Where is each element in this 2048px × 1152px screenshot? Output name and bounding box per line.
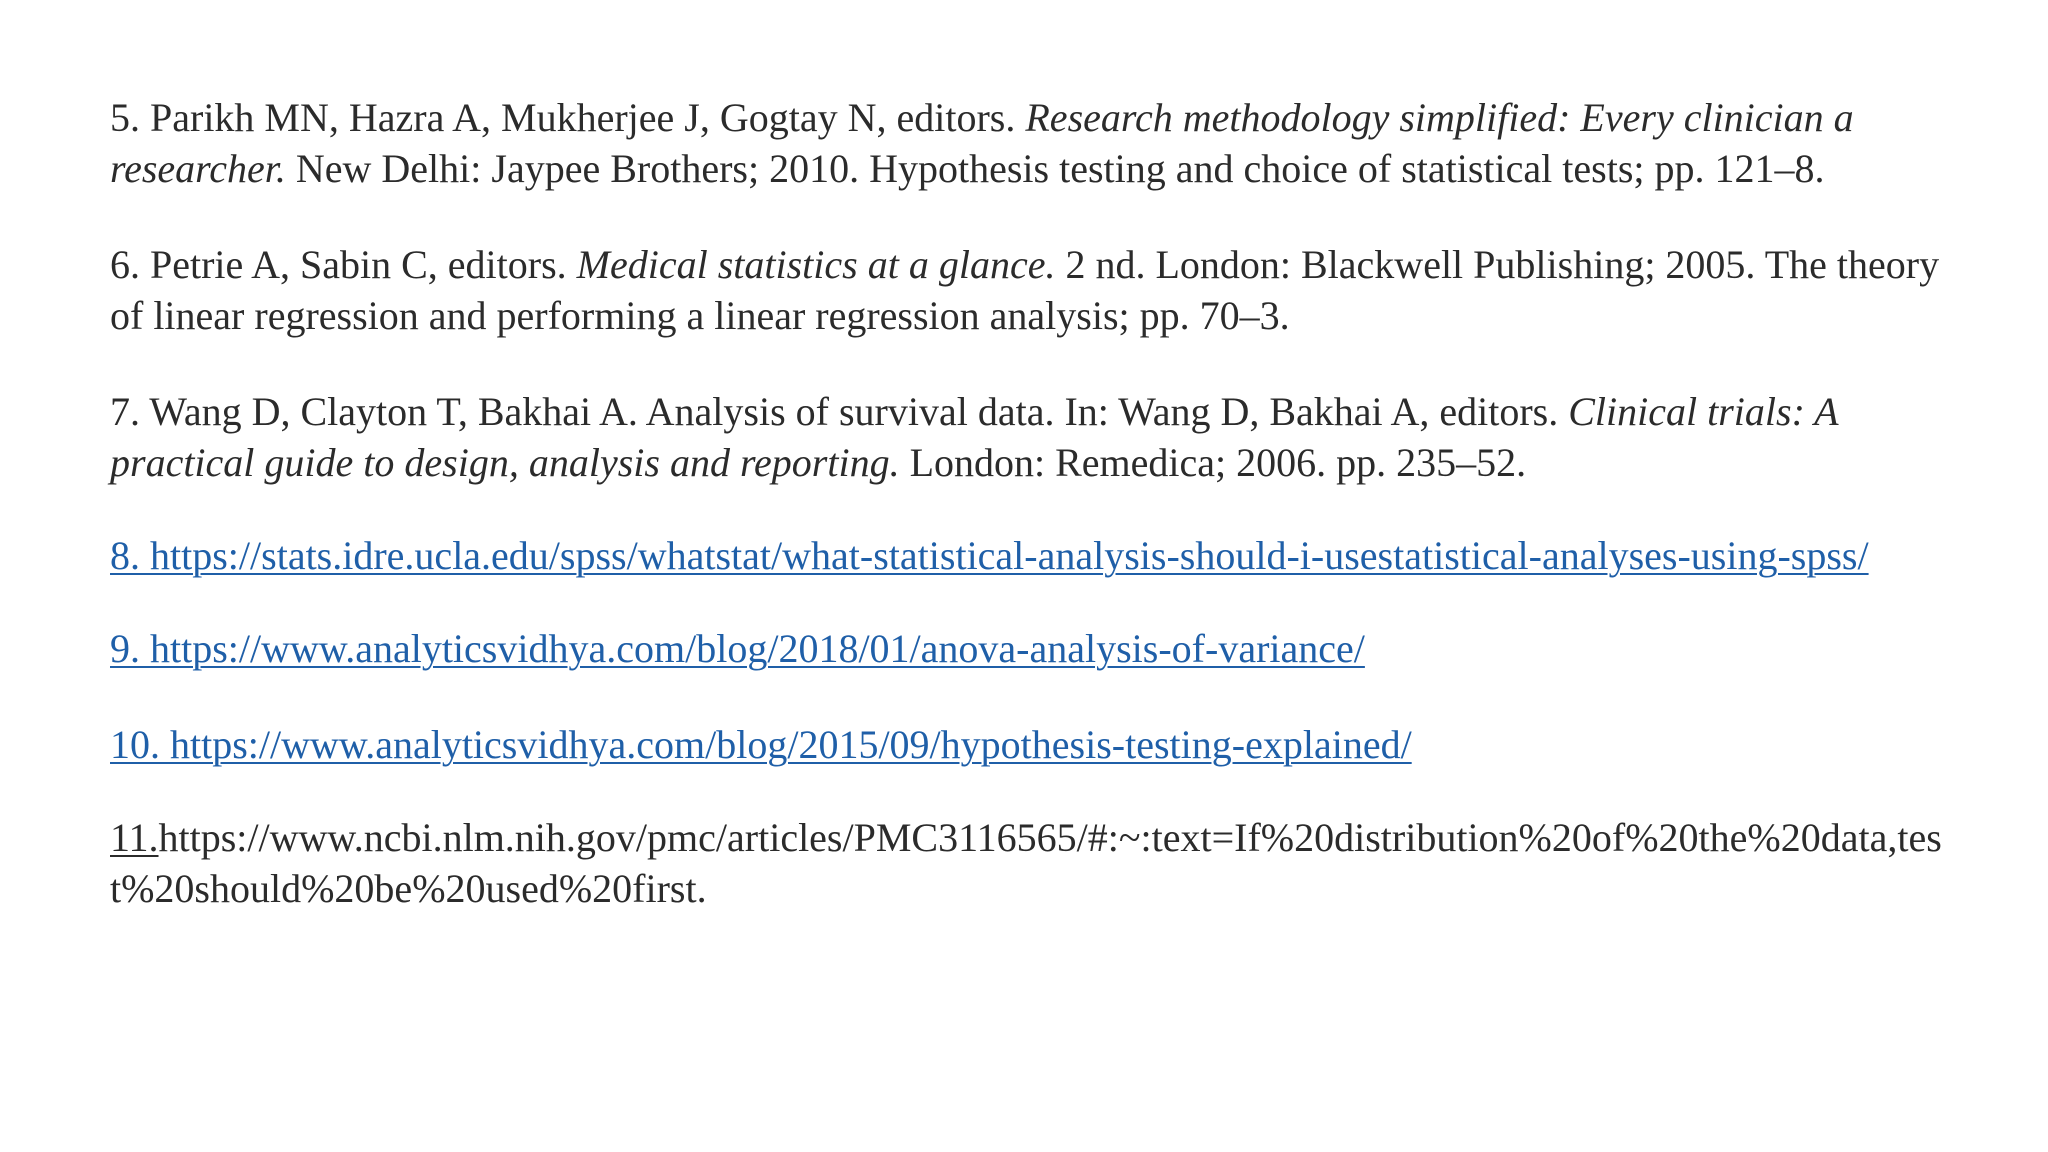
reference-5-title: Research methodology simplified: Every clinician a researcher. [110,95,1854,191]
reference-5-authors: 5. Parikh MN, Hazra A, Mukherjee J, Gogtay N, editors. [110,95,1026,140]
reference-9-link[interactable]: 9. https://www.analyticsvidhya.com/blog/2018/01/anova-analysis-of-variance/ [110,626,1365,671]
reference-6-details: 2 nd. London: Blackwell Publishing; 2005. The theory of linear regression and performing a linear regression analysis; pp. 70–3. [110,242,1940,338]
reference-8 [110,530,1950,581]
reference-7-title: Clinical trials: A practical guide to design, analysis and reporting. [110,389,1838,485]
reference-8-link[interactable]: 8. https://stats.idre.ucla.edu/spss/whatstat/what-statistical-analysis-should-i-usestatistical-analyses-using-spss/ [110,533,1869,578]
reference-6-authors: 6. Petrie A, Sabin C, editors. [110,242,577,287]
reference-5 [110,92,1950,194]
reference-9 [110,623,1950,674]
reference-7 [110,386,1950,488]
reference-6-title: Medical statistics at a glance. [576,242,1056,287]
reference-5-details: New Delhi: Jaypee Brothers; 2010. Hypothesis testing and choice of statistical tests; pp. 121–8. [285,146,1825,191]
reference-11-url: https://www.ncbi.nlm.nih.gov/pmc/articles/PMC3116565/#:~:text=If%20distribution%20of%20the%20data,test%20should%20be%20used%20first. [110,815,1942,911]
reference-11 [110,812,1950,914]
reference-11-number: 11. [110,815,159,860]
reference-10-link[interactable]: 10. https://www.analyticsvidhya.com/blog/2015/09/hypothesis-testing-explained/ [110,722,1412,767]
reference-7-authors: 7. Wang D, Clayton T, Bakhai A. Analysis of survival data. In: Wang D, Bakhai A, editors. [110,389,1569,434]
reference-7-details: London: Remedica; 2006. pp. 235–52. [899,440,1527,485]
reference-list [110,92,1950,914]
reference-6 [110,239,1950,341]
reference-10 [110,719,1950,770]
